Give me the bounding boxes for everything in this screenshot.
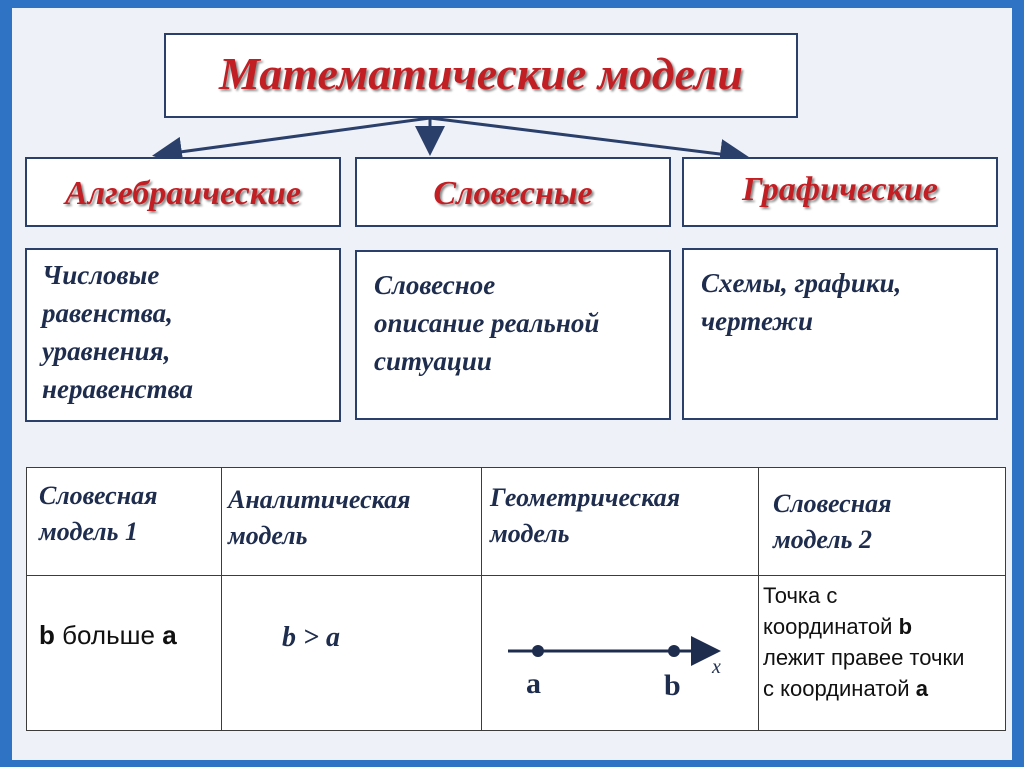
category-box-verbal [355,157,671,227]
description-graphic [701,264,901,340]
analytic-expression: b > a [282,622,340,653]
diagram-title: Математические модели [219,48,743,99]
table-header-row [27,468,1006,576]
number-line [482,576,758,726]
header-cell-verbal2 [759,468,1006,576]
header-line: модель 1 [39,517,138,546]
description-line: описание реальной [374,308,600,338]
description-line: Словесное [374,270,496,300]
verbal2-line [763,611,1005,642]
header-line: модель 2 [773,525,872,554]
description-line: Числовые [42,260,160,290]
description-box-verbal [355,250,671,420]
header-line: Аналитическая [228,485,411,514]
verbal2-var-b: b [898,614,913,639]
description-verbal [374,266,599,380]
axis-x-label: x [712,656,721,678]
arrow-to-graphic [430,118,744,157]
verbal2-line [763,673,1005,704]
point-b-dot [668,645,680,657]
verbal2-text [759,576,1005,704]
var-b: b [39,620,55,650]
category-label-verbal: Словесные [433,175,593,212]
description-algebraic [42,256,193,408]
header-cell-verbal1 [27,468,222,576]
cell-verbal2 [759,576,1006,731]
header-line: модель [490,519,570,548]
verbal2-line: лежит правее точки [763,645,965,670]
header-line: Геометрическая [490,483,681,512]
verbal1-word: больше [62,620,155,650]
description-line: уравнения, [42,336,171,366]
point-a-dot [532,645,544,657]
cell-geometric [482,576,759,731]
verbal2-line: Точка с [763,583,838,608]
category-box-graphic [682,157,998,227]
point-a-label: a [526,667,541,700]
table-body-row [27,576,1006,731]
verbal1-text [27,576,221,651]
header-line: Словесная [39,481,158,510]
header-cell-analytic [222,468,482,576]
description-line: ситуации [374,346,492,376]
description-box-graphic [682,248,998,420]
verbal2-line-text: координатой [763,614,893,639]
verbal2-line-text: с координатой [763,676,910,701]
header-line: модель [228,521,308,550]
description-line: Схемы, графики, [701,268,902,298]
description-line: неравенства [42,374,194,404]
description-box-algebraic [25,248,341,422]
category-box-algebraic [25,157,341,227]
description-line: равенства, [42,298,173,328]
point-b-label: b [664,669,681,702]
arrow-to-algebraic [158,118,430,155]
header-line: Словесная [773,489,892,518]
category-label-algebraic: Алгебраические [64,175,301,212]
header-cell-geometric [482,468,759,576]
cell-analytic [222,576,482,731]
description-line: чертежи [701,306,813,336]
models-table [26,467,1006,731]
verbal2-var-a: a [915,676,928,701]
var-a: a [162,620,177,650]
category-label-graphic: Графические [742,171,938,208]
cell-verbal1 [27,576,222,731]
